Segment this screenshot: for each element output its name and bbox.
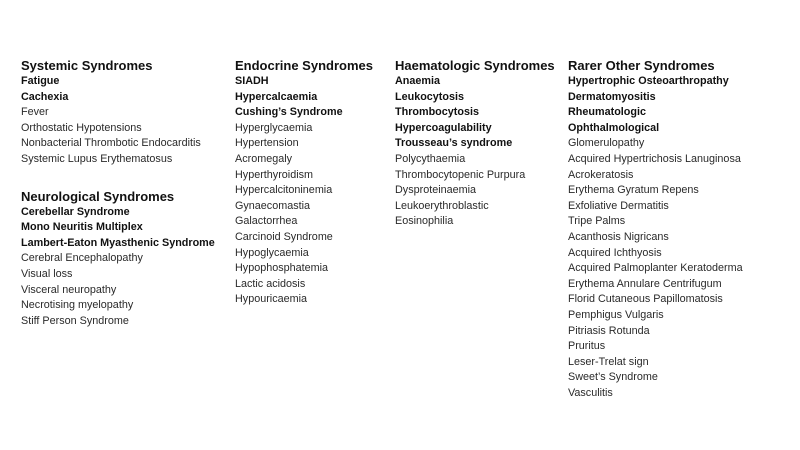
list-item: Hypouricaemia [235, 293, 308, 306]
group-heading: Systemic Syndromes [21, 58, 153, 73]
group-heading: Haematologic Syndromes [395, 58, 555, 73]
list-item: Lactic acidosis [235, 277, 306, 290]
list-item: Tripe Palms [568, 215, 626, 228]
group-rarer-other-syndromes [568, 57, 793, 401]
list-item: Sweet’s Syndrome [568, 371, 658, 384]
list-item: Hypercoagulability [395, 121, 492, 134]
list-item: Acrokeratosis [568, 168, 634, 181]
list-item: Vasculitis [568, 386, 613, 399]
list-item: Hypertrophic Osteoarthropathy [568, 75, 729, 87]
list-item: Fever [21, 106, 49, 119]
list-item: Trousseau’s syndrome [395, 137, 513, 150]
list-item: Eosinophilia [395, 215, 454, 228]
list-item: Necrotising myelopathy [21, 299, 134, 312]
group-endocrine-syndromes [235, 57, 393, 308]
list-item: Pemphigus Vulgaris [568, 308, 664, 321]
column-4 [568, 57, 793, 401]
group-heading: Neurological Syndromes [21, 188, 175, 204]
list-item: Pruritus [568, 340, 606, 353]
syndrome-list [235, 74, 393, 308]
list-item: Hypertension [235, 137, 299, 150]
list-item: Hypoglycaemia [235, 246, 309, 259]
list-item: Visceral neuropathy [21, 283, 117, 296]
list-item: Erythema Gyratum Repens [568, 184, 699, 197]
list-item: Carcinoid Syndrome [235, 230, 333, 243]
list-item: SIADH [235, 75, 269, 87]
group-neurological-syndromes [21, 188, 233, 330]
list-item: Dermatomyositis [568, 90, 656, 103]
list-item: Pitriasis Rotunda [568, 324, 650, 337]
list-item: Hyperglycaemia [235, 121, 313, 134]
syndrome-list [568, 74, 793, 401]
list-item: Acquired Ichthyosis [568, 246, 662, 259]
list-item: Acanthosis Nigricans [568, 230, 669, 243]
list-item: Nonbacterial Thrombotic Endocarditis [21, 137, 201, 150]
list-item: Acquired Hypertrichosis Lanuginosa [568, 152, 741, 165]
column-1 [21, 57, 233, 329]
list-item: Erythema Annulare Centrifugum [568, 277, 722, 290]
list-item: Florid Cutaneous Papillomatosis [568, 293, 723, 306]
list-item: Acromegaly [235, 152, 293, 165]
list-item: Ophthalmological [568, 121, 660, 134]
list-item: Visual loss [21, 267, 73, 280]
list-item: Thrombocytosis [395, 106, 479, 119]
list-item: Leukocytosis [395, 90, 465, 103]
list-item: Rheumatologic [568, 106, 646, 119]
list-item: Galactorrhea [235, 215, 298, 228]
list-item: Glomerulopathy [568, 137, 645, 150]
list-item: Hypercalcitoninemia [235, 184, 333, 197]
list-item: Leser-Trelat sign [568, 355, 649, 368]
syndrome-list [21, 205, 233, 330]
list-item: Stiff Person Syndrome [21, 314, 129, 327]
list-item: Exfoliative Dermatitis [568, 199, 669, 212]
list-item: Acquired Palmoplanter Keratoderma [568, 262, 743, 275]
list-item: Lambert-Eaton Myasthenic Syndrome [21, 236, 215, 249]
list-item: Hyperthyroidism [235, 168, 313, 181]
list-item: Hypophosphatemia [235, 262, 329, 275]
syndrome-list [395, 74, 565, 230]
list-item: Cushing’s Syndrome [235, 106, 343, 119]
group-haematologic-syndromes [395, 57, 565, 230]
list-item: Orthostatic Hypotensions [21, 121, 142, 134]
syndrome-list [21, 74, 233, 168]
list-item: Gynaecomastia [235, 199, 311, 212]
list-item: Anaemia [395, 75, 441, 87]
list-item: Thrombocytopenic Purpura [395, 168, 526, 181]
list-item: Cerebral Encephalopathy [21, 252, 143, 265]
list-item: Dysproteinaemia [395, 184, 477, 197]
list-item: Systemic Lupus Erythematosus [21, 152, 173, 165]
list-item: Cachexia [21, 90, 69, 103]
column-3 [395, 57, 565, 230]
group-systemic-syndromes [21, 57, 233, 168]
list-item: Mono Neuritis Multiplex [21, 221, 143, 234]
group-heading: Endocrine Syndromes [235, 58, 373, 73]
column-2 [235, 57, 393, 308]
list-item: Leukoerythroblastic [395, 199, 489, 212]
list-item: Polycythaemia [395, 152, 466, 165]
list-item: Hypercalcaemia [235, 90, 318, 103]
group-heading: Rarer Other Syndromes [568, 58, 715, 73]
list-item: Fatigue [21, 75, 60, 87]
list-item: Cerebellar Syndrome [21, 205, 130, 218]
